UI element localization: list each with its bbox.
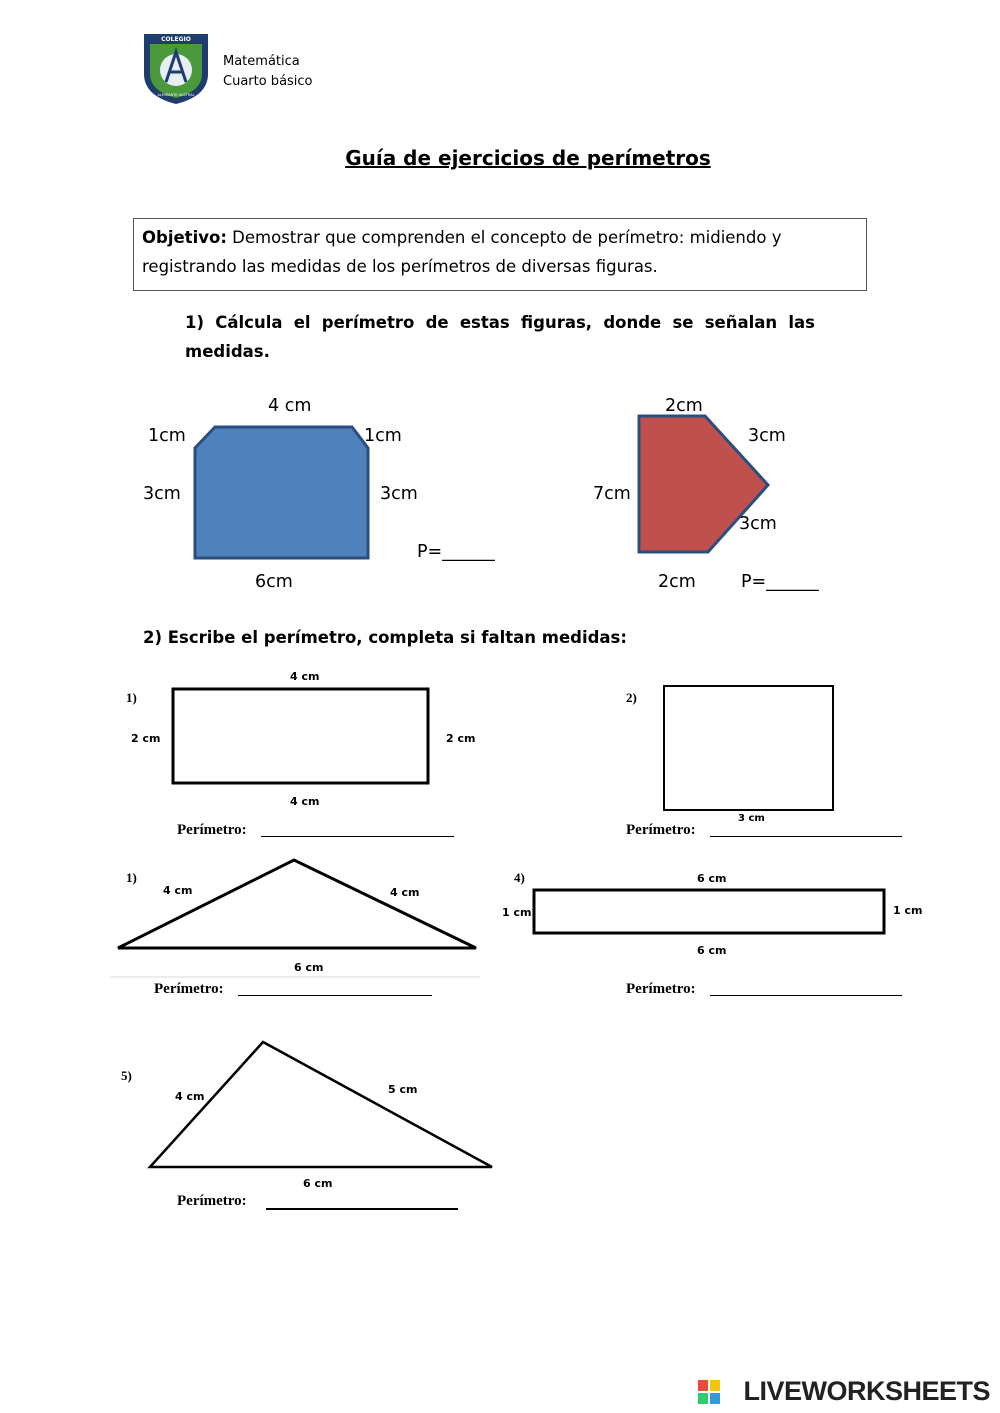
grade-name: Cuarto básico bbox=[223, 74, 313, 89]
fig-b-bottom-label: 2cm bbox=[658, 572, 696, 592]
item-2-perimeter-label: Perímetro: bbox=[626, 822, 696, 838]
item-1-bottom-label: 4 cm bbox=[290, 795, 320, 808]
rectangle-1-shape bbox=[173, 689, 428, 783]
item-3-perimeter-label: Perímetro: bbox=[154, 981, 224, 997]
triangle-3-shape bbox=[118, 860, 476, 948]
logo-text-bottom: ALMIRANTE AUSTRAL bbox=[157, 93, 195, 97]
item-3-right-label: 4 cm bbox=[390, 886, 420, 899]
item-1-perimeter-label: Perímetro: bbox=[177, 822, 247, 838]
logo-text-top: COLEGIO bbox=[161, 36, 191, 43]
item-5-left-label: 4 cm bbox=[175, 1090, 205, 1103]
fig-a-answer[interactable]: P=______ bbox=[417, 542, 495, 562]
item-3-answer-line[interactable] bbox=[238, 995, 432, 996]
fig-a-top-right-label: 1cm bbox=[364, 426, 402, 446]
fig-b-left-label: 7cm bbox=[593, 484, 631, 504]
objective-label: Objetivo: bbox=[142, 228, 227, 247]
item-1-answer-line[interactable] bbox=[261, 836, 454, 837]
item-4-top-label: 6 cm bbox=[697, 872, 727, 885]
fig-a-top-left-label: 1cm bbox=[148, 426, 186, 446]
square-2-shape bbox=[664, 686, 833, 810]
triangle-5-shape bbox=[150, 1042, 492, 1167]
item-5-perimeter-label: Perímetro: bbox=[177, 1193, 247, 1209]
item-1-top-label: 4 cm bbox=[290, 670, 320, 683]
item-4-perimeter-label: Perímetro: bbox=[626, 981, 696, 997]
fig-b-top-label: 2cm bbox=[665, 396, 703, 416]
item-3-bottom-label: 6 cm bbox=[294, 961, 324, 974]
fig-b-upper-right-label: 3cm bbox=[748, 426, 786, 446]
fig-b-answer[interactable]: P=______ bbox=[741, 572, 819, 592]
item-2-number: 2) bbox=[626, 690, 637, 705]
fig-a-top-label: 4 cm bbox=[268, 396, 312, 416]
item-2-bottom-label: 3 cm bbox=[738, 813, 765, 824]
rectangle-4-shape bbox=[534, 890, 884, 933]
question-1-text: 1) Cálcula el perímetro de estas figuras, donde se señalan las medidas. bbox=[185, 313, 815, 361]
item-4-bottom-label: 6 cm bbox=[697, 944, 727, 957]
item-1-left-label: 2 cm bbox=[131, 732, 161, 745]
item-5-number: 5) bbox=[121, 1068, 132, 1083]
page-title-text: Guía de ejercicios de perímetros bbox=[345, 146, 711, 170]
fig-a-right-label: 3cm bbox=[380, 484, 418, 504]
question-2-text: 2) Escribe el perímetro, completa si faltan medidas: bbox=[143, 628, 627, 647]
fig-a-bottom-label: 6cm bbox=[255, 572, 293, 592]
objective-text: Demostrar que comprenden el concepto de perímetro: midiendo y registrando las medidas de los perímetros de diversas figuras. bbox=[142, 228, 782, 276]
item-5-answer-line[interactable] bbox=[266, 1208, 458, 1210]
item-5-bottom-label: 6 cm bbox=[303, 1177, 333, 1190]
item-4-right-label: 1 cm bbox=[893, 904, 923, 917]
blue-octagon-shape bbox=[195, 427, 368, 558]
item-3-left-label: 4 cm bbox=[163, 884, 193, 897]
item-2-answer-line[interactable] bbox=[710, 836, 902, 837]
item-4-number: 4) bbox=[514, 870, 525, 885]
fig-b-lower-right-label: 3cm bbox=[739, 514, 777, 534]
subject-name: Matemática bbox=[223, 54, 300, 69]
item-3-number: 1) bbox=[126, 870, 137, 885]
liveworksheets-brand: LIVEWORKSHEETS bbox=[743, 1376, 990, 1406]
item-4-left-label: 1 cm bbox=[502, 906, 532, 919]
item-5-right-label: 5 cm bbox=[388, 1083, 418, 1096]
fig-a-left-label: 3cm bbox=[143, 484, 181, 504]
item-1-number: 1) bbox=[126, 690, 137, 705]
liveworksheets-logo-icon bbox=[698, 1380, 720, 1404]
item-4-answer-line[interactable] bbox=[710, 995, 902, 996]
item-1-right-label: 2 cm bbox=[446, 732, 476, 745]
